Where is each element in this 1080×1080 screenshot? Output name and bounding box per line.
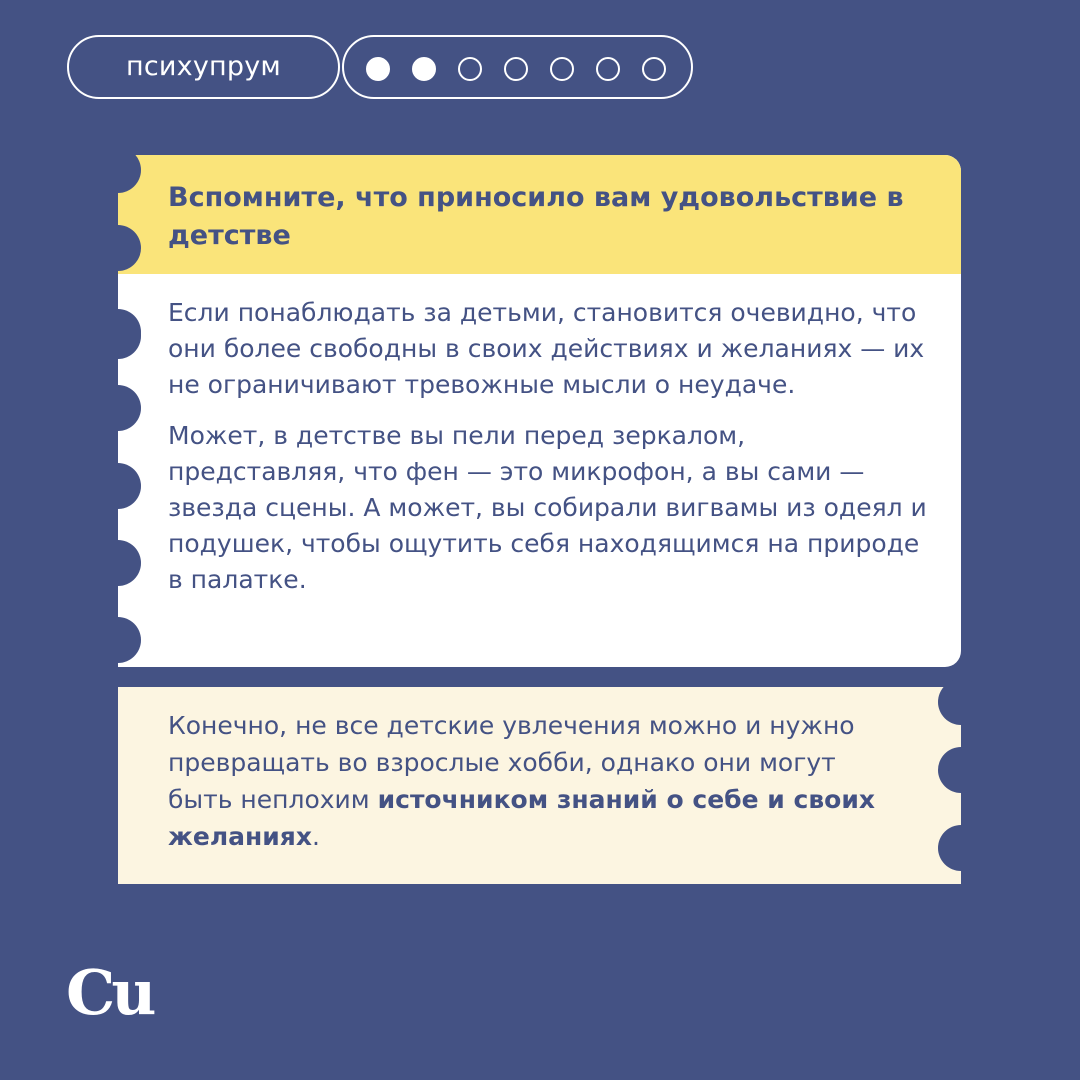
tip-paragraph-1: Если понаблюдать за детьми, становится очевидно, что они более свободны в своих действиях и желаниях — их не ограничивают тревожные мысли о неудаче. (168, 298, 925, 399)
conclusion-note (118, 687, 961, 884)
slide-progress-indicator (342, 35, 693, 99)
note-notch (938, 679, 984, 725)
card-notch (118, 540, 141, 586)
tip-body (168, 295, 928, 598)
progress-dot (458, 57, 482, 81)
brand-pill[interactable] (67, 35, 340, 99)
conclusion-text-bold: источником знаний о себе и своих желаниях (168, 785, 875, 851)
card-notch (118, 617, 141, 663)
tip-paragraph-2: Может, в детстве вы пели перед зеркалом, представляя, что фен — это микрофон, а вы сами — звезда сцены. А может, вы собирали вигвамы из одеял и подушек, чтобы ощутить себя находящимся на природе в палатке. (168, 421, 927, 594)
tip-card-header (118, 155, 961, 274)
progress-dot (596, 57, 620, 81)
progress-dot (412, 57, 436, 81)
progress-dot (504, 57, 528, 81)
conclusion-text-after: . (311, 822, 320, 851)
tip-card (118, 155, 961, 667)
progress-dot (550, 57, 574, 81)
progress-dot (642, 57, 666, 81)
conclusion-text-before: Конечно, не все детские увлечения можно и нужно превращать во взрослые хобби, однако они могут быть неплохим (168, 711, 855, 814)
progress-dot (366, 57, 390, 81)
brand-logo: Cu (66, 956, 153, 1029)
brand-label: психупрум (126, 51, 281, 82)
note-notch (938, 747, 984, 793)
card-notch (118, 463, 141, 509)
card-notch (118, 385, 141, 431)
conclusion-text (168, 707, 908, 855)
note-notch (938, 825, 984, 871)
tip-title: Вспомните, что приносило вам удовольствие в детстве (168, 182, 904, 251)
